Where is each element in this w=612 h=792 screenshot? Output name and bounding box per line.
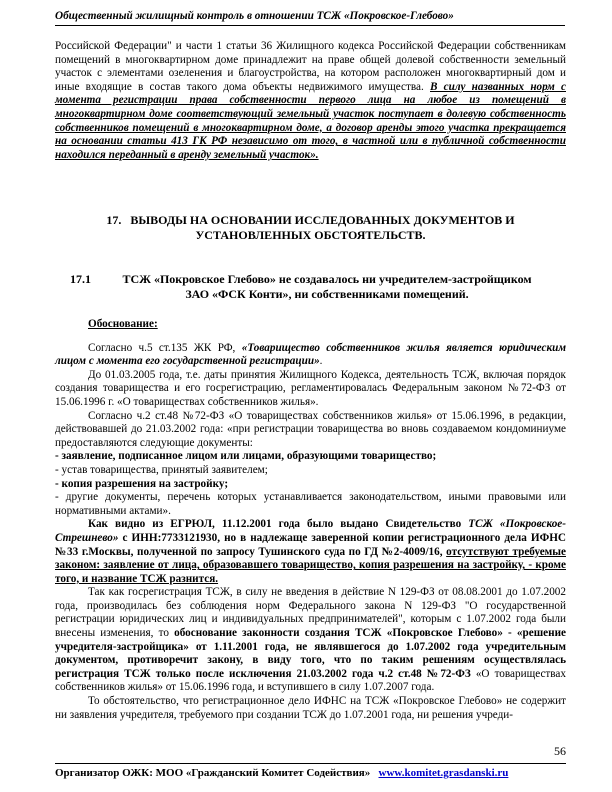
intro-emphasis: В силу названных норм с момента регистрации права собственности первого лица на любое из помещений в многоквартирном доме соответствующий земельный участок поступает в долевую собственность собственников помещений в многоквартирном доме, а договор аренды этого участка прекращается на основании статьи 413 ГК РФ независимо от того, в частной или в публичной собственности находился переданный в аренду земельный участок». [55, 80, 566, 161]
p4-text: Как видно из ЕГРЮЛ, 11.12.2001 года было выдано Свидетельство [88, 518, 469, 531]
section-17-1-title: ТСЖ «Покровское Глебово» не создавалось ни учредителем-застройщиком ЗАО «ФСК Конти», ни собственниками помещений. [122, 272, 532, 301]
p4-text-2: с ИНН:7733121930, но в надлежаще заверенной копии регистрационного дела ИФНС №33 г.Москвы, полученной по запросу Тушинского суда по ГД №2-4009/16, [55, 531, 566, 558]
page-footer [55, 763, 566, 779]
p1-quote: «Товарищество собственников жилья является юридическим лицом с момента его государственной регистрации» [55, 341, 567, 368]
list-item-3: - копия разрешения на застройку; [55, 477, 229, 490]
p1-text: Согласно ч.5 ст.135 ЖК РФ, [88, 341, 242, 354]
paragraph-3: Согласно ч.2 ст.48 №72-ФЗ «О товариществах собственников жилья» от 15.06.1996, в редакции, действовавшей до 21.03.2002 года: «при регистрации товарищества во вновь создаваемом кондоминиуме предоставляются следующие документы: [55, 409, 566, 449]
paragraph-6: То обстоятельство, что регистрационное дело ИФНС на ТСЖ «Покровское Глебово» не содержит ни заявления учредителя, требуемого при создании ТСЖ до 1.07.2001 года, ни решения учреди- [55, 695, 566, 721]
page-header: Общественный жилищный контроль в отношении ТСЖ «Покровское-Глебово» [55, 10, 565, 26]
footer-link[interactable]: www.komitet.grasdanski.ru [378, 767, 509, 779]
list-item-1: - заявление, подписанное лицом или лицами, образующими товарищество; [55, 450, 437, 463]
p4-missing-docs: отсутствуют требуемые законом: заявление от лица, образовавшего товарищество, копия разрешения на застройку, - кроме того, и название ТСЖ разнится. [55, 545, 566, 585]
section-17-1-heading [70, 272, 540, 301]
section-17-1-number: 17.1 [70, 272, 91, 286]
justification-label: Обоснование: [88, 318, 158, 330]
intro-paragraph [55, 40, 566, 162]
p5-emphasis: обоснование законности создания ТСЖ «Покровское Глебово» - «решение учредителя-застройщика» от 1.11.2001 года, не являвшегося до 1.07.2002 года учредительным документом, противоречит закону, в виду того, что по таким решениям осуществлялась регистрация ТСЖ только после исключения 21.03.2002 года ч.2 ст.48 №72-ФЗ [55, 627, 566, 680]
p5-text: Так как госрегистрация ТСЖ, в силу не введения в действие N 129-ФЗ от 08.08.2001 до 1.07.2002 года, производилась без соблюдения норм Федерального закона N 129-ФЗ "О государственной регистрации юридических лиц и индивидуальных предпринимателей", которым с 1.07.2002 года были внесены изменения, то [55, 586, 566, 640]
section-17-title: ВЫВОДЫ НА ОСНОВАНИИ ИССЛЕДОВАННЫХ ДОКУМЕНТОВ И УСТАНОВЛЕННЫХ ОБСТОЯТЕЛЬСТВ. [130, 213, 515, 242]
p4-org-name: ТСЖ «Покровское-Стрешнево» [55, 518, 566, 544]
justification-block [55, 318, 566, 722]
footer-text: Организатор ОЖК: МОО «Гражданский Комитет Содействия» [55, 767, 371, 779]
section-17-number: 17. [106, 213, 122, 227]
list-item-4: - другие документы, перечень которых устанавливается законодательством, иными правовыми или нормативными актами». [55, 491, 566, 517]
paragraph-4 [55, 518, 566, 586]
paragraph-1 [55, 342, 566, 369]
paragraph-2: До 01.03.2005 года, т.е. даты принятия Жилищного Кодекса, деятельность ТСЖ, включая порядок создания товарищества и его госрегистрацию, регламентировалась Федеральным законом №72-ФЗ от 15.06.1996 г. «О товариществах собственников жилья». [55, 368, 566, 408]
p1-end: . [319, 355, 323, 368]
intro-text: Российской Федерации" и части 1 статьи 36 Жилищного кодекса Российской Федерации собственникам помещений в многоквартирном доме принадлежит на праве общей долевой собственности земельный участок с элементами озеленения и благоустройства, на котором расположен многоквартирный дом и иные входящие в состав такого дома объекты недвижимого имущества. [55, 40, 566, 93]
page-number: 56 [554, 744, 566, 758]
p5-end: «О товариществах собственников жилья» от 15.06.1996 года, и вступившего в силу 1.07.2007 года. [55, 667, 566, 694]
section-17-heading [55, 213, 566, 242]
paragraph-5 [55, 586, 566, 695]
list-item-2: - устав товарищества, принятый заявителем; [55, 463, 268, 476]
